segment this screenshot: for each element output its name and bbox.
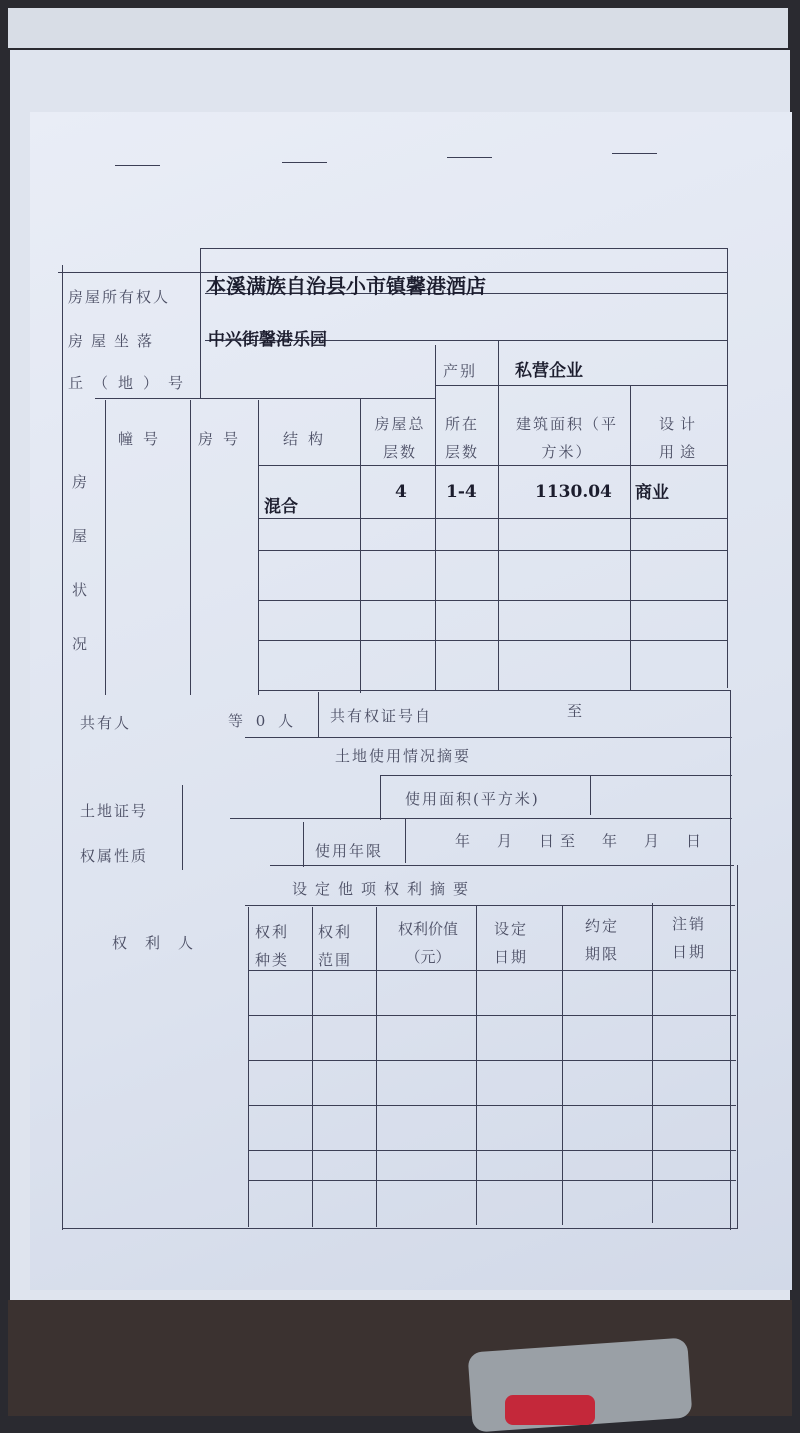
header-dash bbox=[115, 165, 160, 166]
other-rights-title: 设定他项权利摘要 bbox=[292, 880, 477, 898]
col-right-type: 权利种类 bbox=[255, 923, 290, 969]
land-term-value: 年 月 日至 年 月 日 bbox=[455, 832, 708, 850]
land-area-label: 使用面积(平方米) bbox=[405, 790, 540, 808]
background-page bbox=[8, 8, 788, 48]
col-building-no: 幢号 bbox=[118, 430, 169, 448]
co-cert-from: 共有权证号自 bbox=[330, 707, 433, 725]
col-set-date: 设定日期 bbox=[494, 920, 529, 966]
co-owner-label: 共有人 bbox=[80, 714, 132, 732]
col-right-scope: 权利范围 bbox=[318, 923, 353, 969]
col-floor: 所在层数 bbox=[445, 415, 480, 461]
header-dash bbox=[447, 157, 492, 158]
property-type-value: 私营企业 bbox=[515, 361, 583, 381]
owner-value: 本溪满族自治县小市镇馨港酒店 bbox=[206, 274, 486, 298]
owner-label: 房屋所有权人 bbox=[68, 288, 171, 306]
land-cert-label: 土地证号 bbox=[80, 802, 149, 820]
cell-usage: 商业 bbox=[635, 483, 669, 503]
device-button bbox=[505, 1395, 595, 1425]
col-room-no: 房号 bbox=[198, 430, 249, 448]
col-usage: 设计用途 bbox=[658, 415, 701, 461]
land-nature-label: 权属性质 bbox=[80, 847, 149, 865]
co-owner-count: 等 0 人 bbox=[228, 712, 298, 730]
col-total-floors: 房屋总层数 bbox=[374, 415, 426, 461]
col-right-value: 权利价值（元） bbox=[397, 920, 458, 966]
parcel-label: 丘（地）号 bbox=[68, 374, 194, 392]
cell-area: 1130.04 bbox=[535, 482, 612, 502]
col-area: 建筑面积（平方米） bbox=[515, 415, 618, 461]
col-agreed-term: 约定期限 bbox=[585, 917, 620, 963]
land-term-label: 使用年限 bbox=[315, 842, 384, 860]
cell-structure: 混合 bbox=[264, 497, 298, 517]
cell-total-floors: 4 bbox=[395, 482, 407, 502]
house-status-label: 房屋状况 bbox=[72, 473, 90, 653]
header-dash bbox=[282, 162, 327, 163]
rights-holder-label: 权利人 bbox=[112, 934, 212, 952]
col-structure: 结构 bbox=[283, 430, 334, 448]
land-title: 土地使用情况摘要 bbox=[335, 747, 472, 765]
co-cert-to: 至 bbox=[567, 702, 585, 720]
property-type-label: 产别 bbox=[443, 362, 478, 380]
location-value: 中兴街馨港乐园 bbox=[208, 330, 327, 350]
header-dash bbox=[612, 153, 657, 154]
cell-floor: 1-4 bbox=[446, 482, 477, 502]
col-cancel-date: 注销日期 bbox=[672, 915, 707, 961]
location-label: 房屋坐落 bbox=[68, 332, 161, 350]
